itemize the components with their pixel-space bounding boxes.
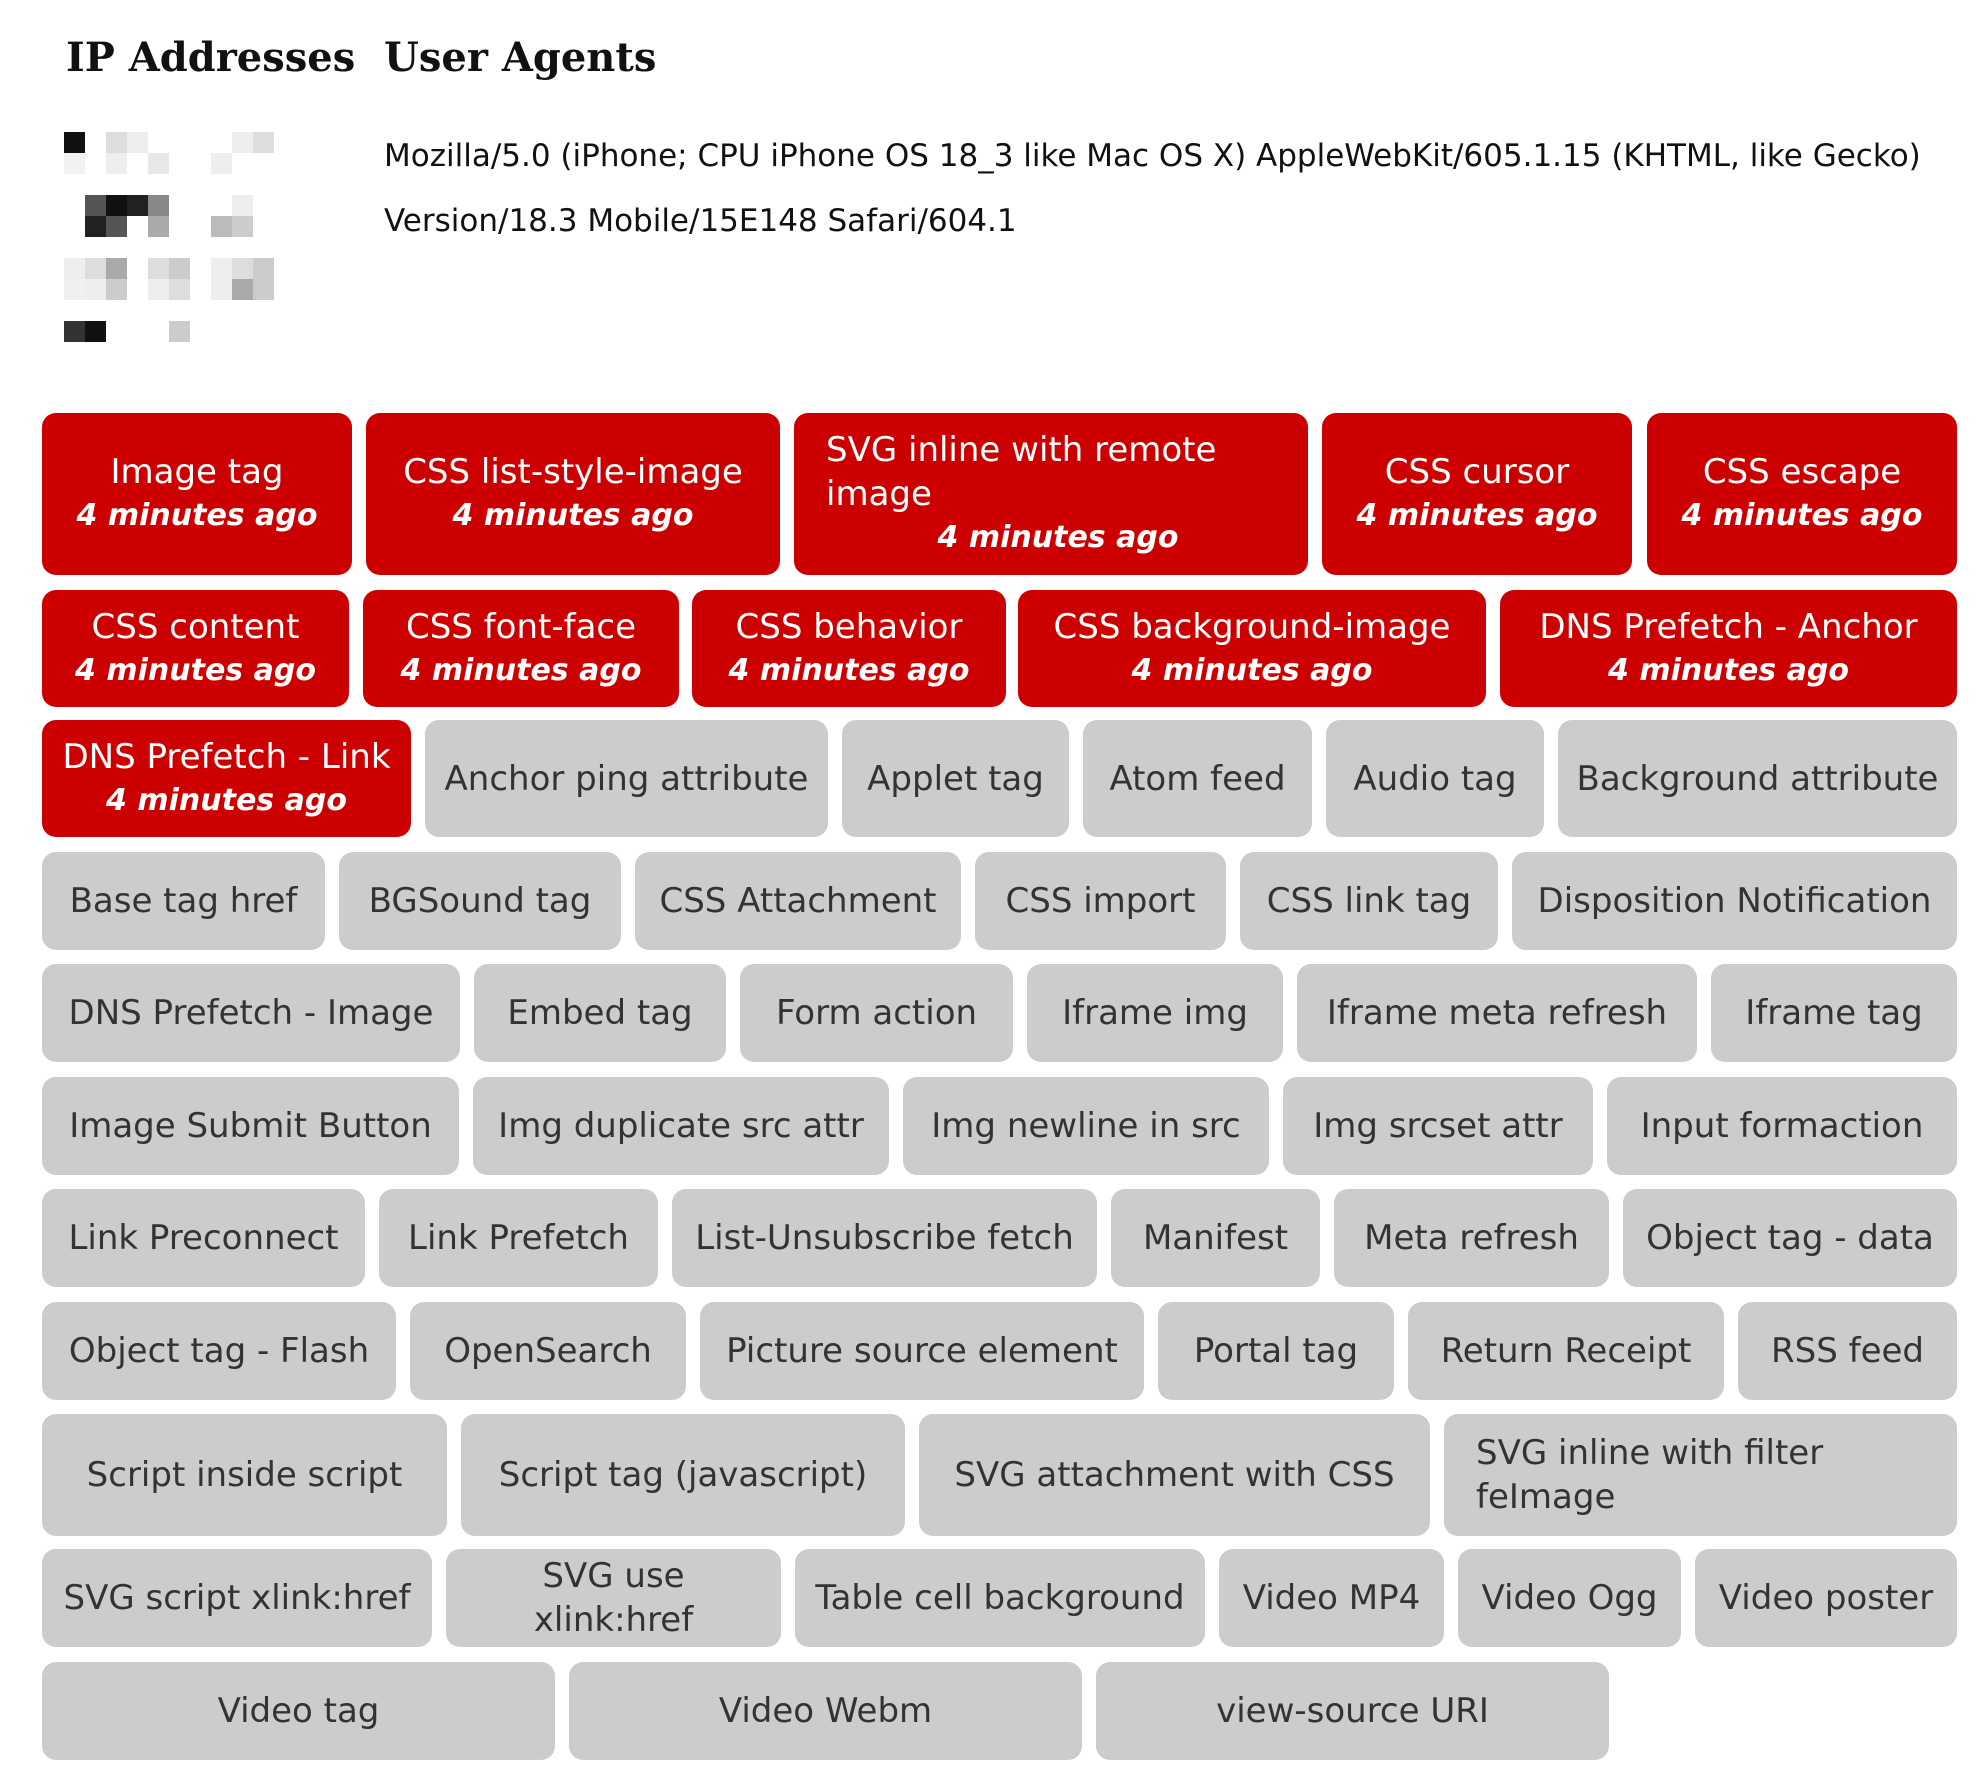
test-label: CSS behavior	[735, 606, 963, 647]
test-tile-css-background-image[interactable]	[1018, 590, 1486, 707]
test-tile-meta-refresh[interactable]	[1334, 1189, 1609, 1287]
test-tile-img-duplicate-src-attr[interactable]	[473, 1077, 889, 1175]
test-label: Img srcset attr	[1313, 1106, 1563, 1146]
test-label: Object tag - data	[1646, 1218, 1934, 1258]
test-tile-video-ogg[interactable]	[1458, 1549, 1681, 1647]
test-tile-link-prefetch[interactable]	[379, 1189, 658, 1287]
test-label: Iframe tag	[1745, 993, 1923, 1033]
test-tile-css-link-tag[interactable]	[1240, 852, 1498, 950]
test-label: SVG inline with filter feImage	[1476, 1433, 1824, 1517]
test-label: CSS font-face	[405, 606, 637, 647]
test-label: CSS list-style-image	[403, 452, 743, 492]
test-label: RSS feed	[1771, 1331, 1924, 1371]
test-time: 4 minutes ago	[1608, 652, 1849, 688]
test-label: Form action	[775, 993, 978, 1033]
test-tile-opensearch[interactable]	[410, 1302, 686, 1400]
test-label: DNS Prefetch - Anchor	[1539, 606, 1918, 647]
test-tile-dns-prefetch-anchor[interactable]	[1500, 590, 1957, 707]
test-tile-css-content[interactable]	[42, 590, 349, 707]
test-label: Video Ogg	[1481, 1578, 1658, 1618]
test-label: Background attribute	[1576, 758, 1939, 799]
test-label: Disposition Notification	[1537, 881, 1932, 921]
test-label: Object tag - Flash	[68, 1331, 370, 1371]
test-label: Portal tag	[1193, 1331, 1359, 1371]
test-tile-iframe-meta-refresh[interactable]	[1297, 964, 1697, 1062]
test-label: CSS link tag	[1266, 881, 1472, 921]
test-label: Table cell background	[815, 1578, 1185, 1618]
test-tile-svg-inline-with-remote-image[interactable]	[794, 413, 1308, 575]
test-tile-background-attribute[interactable]	[1558, 720, 1957, 837]
test-tile-dns-prefetch-link[interactable]	[42, 720, 411, 837]
test-tile-dns-prefetch-image[interactable]	[42, 964, 460, 1062]
test-tile-video-poster[interactable]	[1695, 1549, 1957, 1647]
test-tile-picture-source-element[interactable]	[700, 1302, 1144, 1400]
test-label: Video MP4	[1242, 1578, 1421, 1618]
test-label: Script tag (javascript)	[498, 1455, 868, 1495]
test-tile-image-submit-button[interactable]	[42, 1077, 459, 1175]
test-time: 4 minutes ago	[1681, 498, 1923, 533]
test-label: Link Prefetch	[408, 1218, 629, 1258]
test-label: Script inside script	[86, 1455, 403, 1495]
test-label: Image Submit Button	[69, 1106, 432, 1146]
test-tile-svg-use-xlink-href[interactable]	[446, 1549, 781, 1647]
test-tile-script-tag-javascript[interactable]	[461, 1414, 905, 1536]
test-label: Img newline in src	[931, 1106, 1241, 1146]
test-label: Applet tag	[867, 758, 1044, 799]
test-tile-css-font-face[interactable]	[363, 590, 679, 707]
test-label: SVG script xlink:href	[63, 1578, 411, 1618]
test-tile-img-newline-in-src[interactable]	[903, 1077, 1269, 1175]
test-time: 4 minutes ago	[106, 782, 347, 818]
test-time: 4 minutes ago	[1131, 652, 1373, 688]
test-label: Picture source element	[726, 1331, 1118, 1371]
test-tile-video-mp4[interactable]	[1219, 1549, 1444, 1647]
test-tile-css-import[interactable]	[975, 852, 1226, 950]
test-label: Video Webm	[718, 1691, 933, 1731]
test-label: Base tag href	[69, 881, 298, 921]
test-label: Link Preconnect	[68, 1218, 339, 1258]
test-tile-svg-script-xlink-href[interactable]	[42, 1549, 432, 1647]
test-time: 4 minutes ago	[1356, 498, 1598, 533]
test-tile-bgsound-tag[interactable]	[339, 852, 621, 950]
test-tile-css-attachment[interactable]	[635, 852, 961, 950]
test-label: Manifest	[1142, 1218, 1289, 1258]
test-label: BGSound tag	[368, 881, 592, 921]
test-tile-script-inside-script[interactable]	[42, 1414, 447, 1536]
test-label: CSS import	[1005, 881, 1196, 921]
test-time: 4 minutes ago	[76, 498, 318, 533]
test-label: Iframe meta refresh	[1326, 993, 1668, 1033]
test-tile-css-list-style-image[interactable]	[366, 413, 780, 575]
test-tile-object-tag-flash[interactable]	[42, 1302, 396, 1400]
test-tile-css-cursor[interactable]	[1322, 413, 1632, 575]
test-tile-list-unsubscribe-fetch[interactable]	[672, 1189, 1097, 1287]
test-label: Video tag	[217, 1691, 380, 1731]
test-label: CSS content	[91, 606, 300, 647]
test-time: 4 minutes ago	[452, 498, 694, 533]
test-label: SVG attachment with CSS	[954, 1455, 1395, 1495]
test-tile-embed-tag[interactable]	[474, 964, 726, 1062]
test-label: Video poster	[1718, 1578, 1934, 1618]
test-label: Img duplicate src attr	[498, 1106, 864, 1146]
test-tile-rss-feed[interactable]	[1738, 1302, 1957, 1400]
test-label: List-Unsubscribe fetch	[695, 1218, 1074, 1258]
test-label: Image tag	[110, 452, 284, 492]
test-tile-link-preconnect[interactable]	[42, 1189, 365, 1287]
test-tile-audio-tag[interactable]	[1326, 720, 1544, 837]
ip-addresses-heading: IP Addresses	[66, 34, 356, 81]
test-label: CSS cursor	[1384, 452, 1570, 492]
user-agent-string: Mozilla/5.0 (iPhone; CPU iPhone OS 18_3 like Mac OS X) AppleWebKit/605.1.15 (KHTML, like Gecko) Version/18.3 Mobile/15E148 Safari/604.1	[384, 138, 1921, 239]
test-tile-video-tag[interactable]	[42, 1662, 555, 1760]
test-tile-applet-tag[interactable]	[842, 720, 1069, 837]
user-agents-heading: User Agents	[384, 34, 657, 81]
test-time: 4 minutes ago	[937, 520, 1179, 555]
test-tile-img-srcset-attr[interactable]	[1283, 1077, 1593, 1175]
test-tile-svg-inline-with-filter-feimage[interactable]	[1444, 1414, 1957, 1536]
test-label: DNS Prefetch - Link	[62, 736, 391, 777]
test-tile-manifest[interactable]	[1111, 1189, 1320, 1287]
test-label: CSS Attachment	[659, 881, 937, 921]
test-tile-form-action[interactable]	[740, 964, 1013, 1062]
test-tile-portal-tag[interactable]	[1158, 1302, 1394, 1400]
test-label: CSS background-image	[1053, 606, 1451, 647]
test-label: CSS escape	[1702, 452, 1902, 492]
test-label: Input formaction	[1640, 1106, 1924, 1146]
test-tile-svg-attachment-with-css[interactable]	[919, 1414, 1430, 1536]
test-tile-iframe-tag[interactable]	[1711, 964, 1957, 1062]
test-label: Iframe img	[1062, 993, 1248, 1033]
test-tile-atom-feed[interactable]	[1083, 720, 1312, 837]
test-label: Embed tag	[507, 993, 693, 1033]
test-label: OpenSearch	[444, 1331, 652, 1371]
test-tile-css-behavior[interactable]	[692, 590, 1006, 707]
test-label: DNS Prefetch - Image	[68, 993, 434, 1033]
test-tile-css-escape[interactable]	[1647, 413, 1957, 575]
test-label: SVG inline with remote image	[826, 430, 1217, 514]
test-tile-video-webm[interactable]	[569, 1662, 1082, 1760]
test-tile-iframe-img[interactable]	[1027, 964, 1283, 1062]
test-time: 4 minutes ago	[728, 652, 970, 688]
test-time: 4 minutes ago	[400, 652, 642, 688]
test-tile-input-formaction[interactable]	[1607, 1077, 1957, 1175]
test-tile-return-receipt[interactable]	[1408, 1302, 1724, 1400]
test-time: 4 minutes ago	[75, 652, 316, 688]
test-label: SVG use xlink:href	[533, 1556, 694, 1640]
test-label: Audio tag	[1353, 758, 1517, 799]
test-tile-image-tag[interactable]	[42, 413, 352, 575]
test-tile-disposition-notification[interactable]	[1512, 852, 1957, 950]
test-label: view-source URI	[1216, 1691, 1489, 1731]
test-label: Meta refresh	[1364, 1218, 1579, 1258]
test-tile-view-source-uri[interactable]	[1096, 1662, 1609, 1760]
test-label: Anchor ping attribute	[444, 758, 809, 799]
test-label: Return Receipt	[1440, 1331, 1692, 1371]
test-tile-table-cell-background[interactable]	[795, 1549, 1205, 1647]
test-label: Atom feed	[1109, 758, 1286, 799]
test-tile-anchor-ping-attribute[interactable]	[425, 720, 828, 837]
test-tile-base-tag-href[interactable]	[42, 852, 325, 950]
test-tile-object-tag-data[interactable]	[1623, 1189, 1957, 1287]
